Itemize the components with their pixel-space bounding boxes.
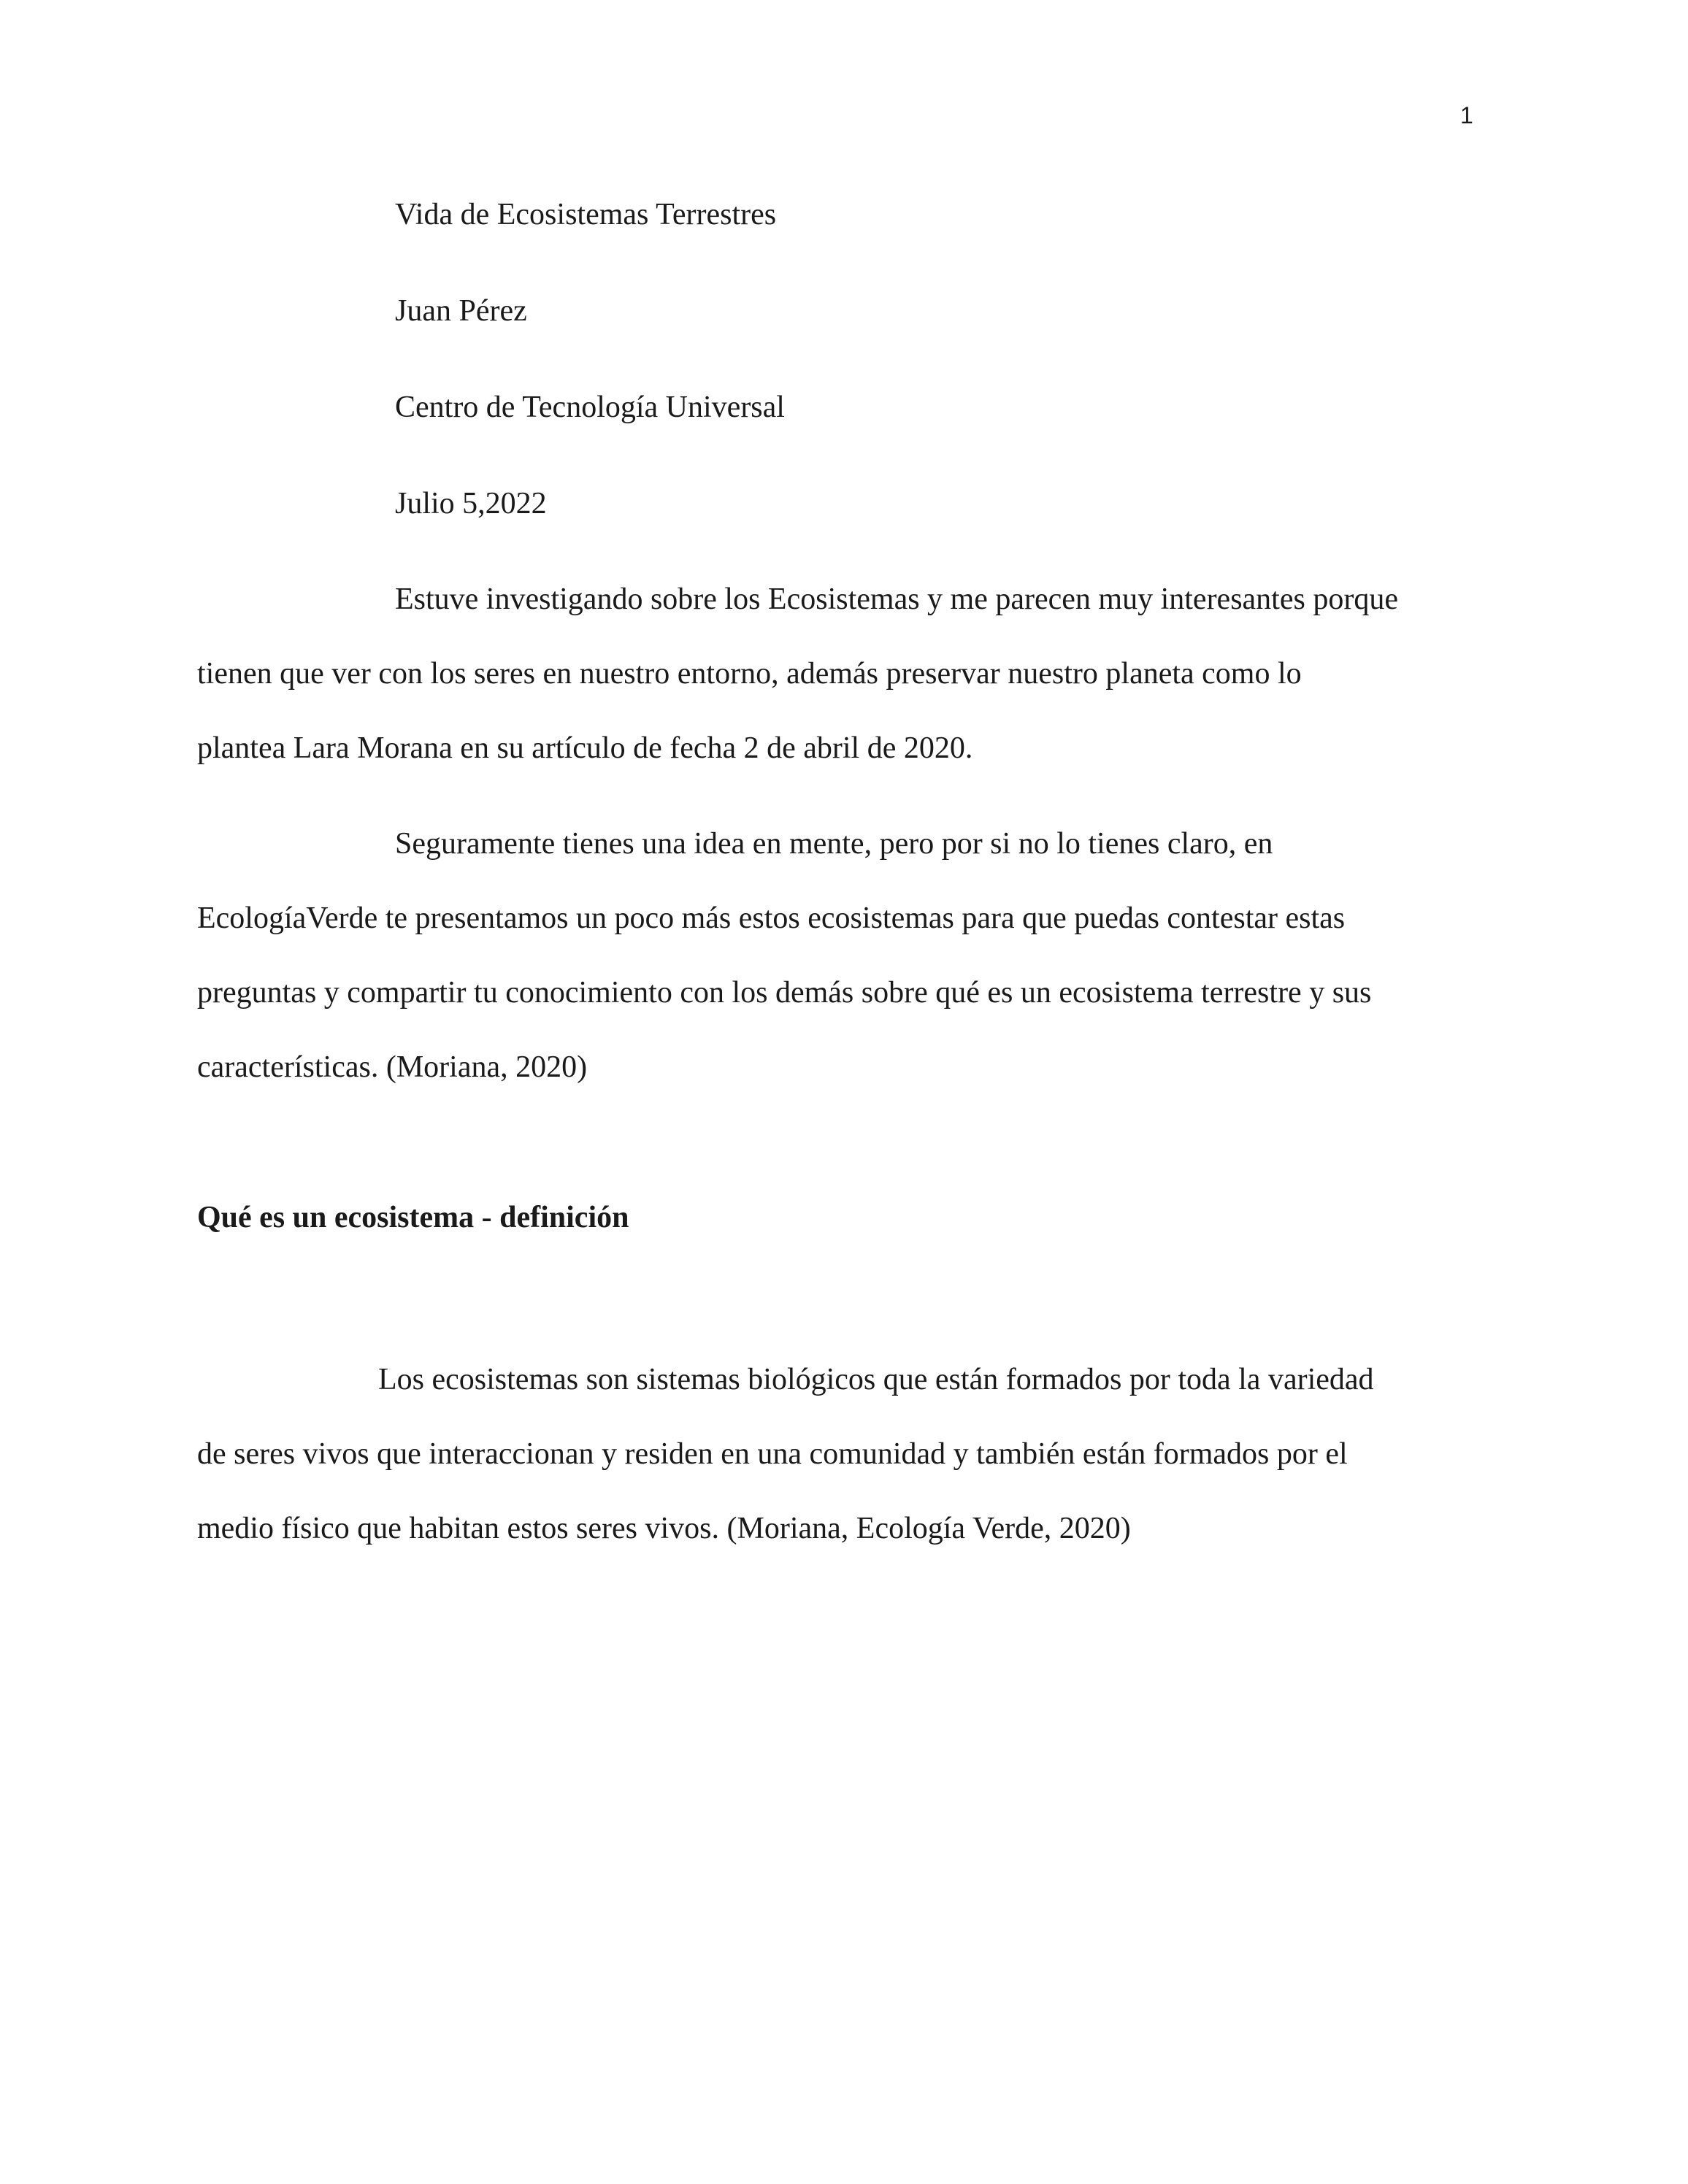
paragraph-1-line: tienen que ver con los seres en nuestro entorno, además preservar nuestro planeta como lo <box>197 657 1302 691</box>
section-heading: Qué es un ecosistema - definición <box>197 1201 629 1234</box>
document-title: Vida de Ecosistemas Terrestres <box>395 198 777 231</box>
paragraph-3-line: Los ecosistemas son sistemas biológicos que están formados por toda la variedad <box>378 1363 1374 1396</box>
page-number: 1 <box>1460 102 1473 128</box>
paragraph-3-line: de seres vivos que interaccionan y residen en una comunidad y también están formados por el <box>197 1437 1348 1471</box>
paragraph-1-line: plantea Lara Morana en su artículo de fecha 2 de abril de 2020. <box>197 731 973 765</box>
author-name: Juan Pérez <box>395 294 527 328</box>
paragraph-2-line: Seguramente tienes una idea en mente, pero por si no lo tienes claro, en <box>395 827 1273 861</box>
paragraph-2-line: características. (Moriana, 2020) <box>197 1050 588 1084</box>
paragraph-2-line: EcologíaVerde te presentamos un poco más estos ecosistemas para que puedas contestar estas <box>197 901 1346 935</box>
paragraph-2-line: preguntas y compartir tu conocimiento con los demás sobre qué es un ecosistema terrestre y sus <box>197 976 1372 1010</box>
paragraph-3-line: medio físico que habitan estos seres vivos. (Moriana, Ecología Verde, 2020) <box>197 1512 1131 1545</box>
institution-name: Centro de Tecnología Universal <box>395 391 785 424</box>
paragraph-1-line: Estuve investigando sobre los Ecosistemas y me parecen muy interesantes porque <box>395 582 1398 616</box>
document-date: Julio 5,2022 <box>395 487 547 520</box>
